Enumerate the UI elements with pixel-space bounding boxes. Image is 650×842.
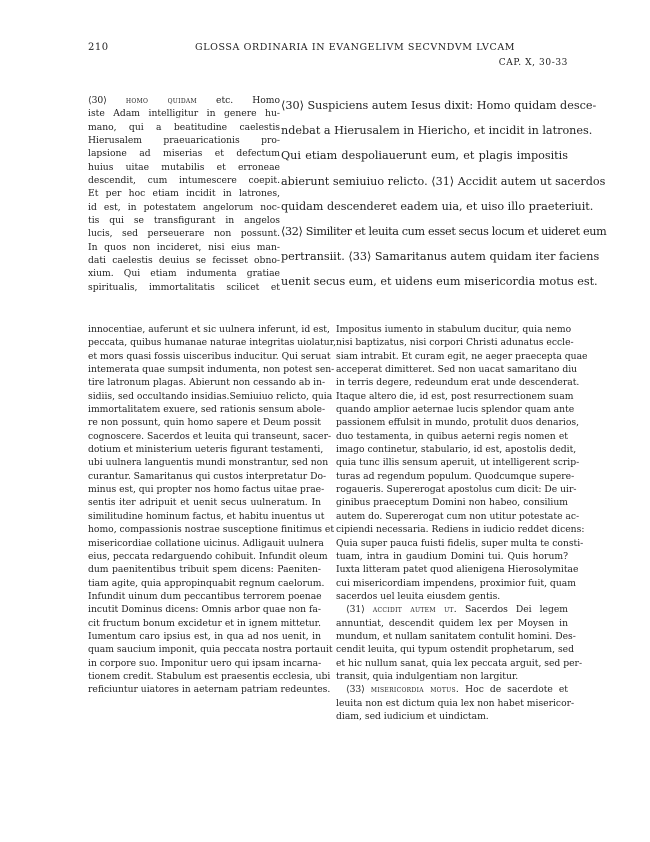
gloss-line: ⟨30⟩ homo quidam etc. Homo [88, 95, 280, 106]
main-text-line: quidam descenderet eadem uia, et uiso illo praeteriuit. [281, 199, 594, 213]
main-text-line: uenit secus eum, et uidens eum misericordia motus est. [281, 275, 598, 289]
gloss-line: id est, in potestatem angelorum noc- [88, 201, 280, 213]
gloss-line: In quos non incideret, nisi eius man- [88, 241, 280, 253]
gloss-line: passionem effulsit in mundo, protulit duos denarios, [336, 417, 579, 429]
gloss-line: peccata, quibus humanae naturae integritas uiolatur, [88, 337, 336, 349]
main-text-line: ⟨30⟩ Suspiciens autem Iesus dixit: Homo quidam desce- [281, 99, 597, 112]
gloss-line: acceperat dimitteret. Sed non uacat samaritano diu [336, 364, 578, 376]
gloss-line: quando amplior aeternae lucis splendor quam ante [336, 404, 575, 416]
gloss-line: intemerata quae sumpsit indumenta, non potest sen- [88, 364, 335, 376]
main-text-line: abierunt semiuiuo relicto. ⟨31⟩ Accidit autem ut sacerdos [281, 174, 606, 188]
gloss-line: in terris degere, redeundum erat unde descenderat. [336, 377, 580, 389]
gloss-line: cognoscere. Sacerdos et leuita qui transeunt, sacer- [88, 430, 332, 442]
gloss-line: minus est, qui propter nos homo factus uitae prae- [88, 484, 325, 496]
gloss-line: quia tunc illis sensum aperuit, ut intelligerent scrip- [336, 457, 580, 469]
gloss-line: Et per hoc etiam incidit in latrones, [88, 188, 280, 200]
gloss-line: turas ad regendum populum. Quodcumque supere- [336, 470, 575, 482]
gloss-line: sidiis, sed occultando insidias.Semiuiuo relicto, quia [88, 390, 333, 402]
gloss-line: Quia super pauca fuisti fidelis, super multa te consti- [336, 537, 584, 549]
gloss-left-column [88, 323, 336, 697]
gloss-line: sentis iter adripuit et uenit secus uulneratum. In [88, 497, 321, 509]
gloss-lemma: homo quidam [125, 95, 198, 106]
gloss-line: huius uitae mutabilis et erroneae [88, 161, 280, 173]
gloss-line: tuam, intra in gaudium Domini tui. Quis horum? [336, 550, 568, 562]
gloss-line: descendit, cum intumescere coepit. [88, 175, 280, 187]
main-text-line: ndebat a Hierusalem in Hiericho, et incidit in latrones. [281, 124, 593, 138]
gloss-line: eius, peccata redarguendo cohibuit. Infundit oleum [88, 550, 328, 562]
gloss-line: Itaque altero die, id est, post resurrectionem suam [336, 390, 574, 402]
gloss-line: leuita non est dictum quia lex non habet misericor- [336, 697, 575, 709]
gloss-line: ginibus praeceptum Domini non habeo, consilium [336, 497, 568, 509]
gloss-line: re non possunt, quin homo sapere et Deum possit [88, 417, 321, 429]
gloss-line: lucis, sed perseuerare non possunt. [88, 228, 280, 240]
gloss-line: homo, compassionis nostrae susceptione finitimus et [88, 524, 335, 536]
gloss-line: Infundit uinum dum peccantibus terrorem poenae [88, 590, 322, 602]
gloss-line: tiam agite, quia appropinquabit regnum caelorum. [88, 577, 325, 589]
gloss-line: innocentiae, auferunt et sic uulnera inferunt, id est, [88, 324, 330, 335]
gloss-line: rogaueris. Supererogat apostolus cum dicit: De uir- [336, 484, 577, 496]
gloss-line: cipiendi necessaria. Rediens in iudicio reddet dicens: [336, 524, 585, 536]
gloss-line: in corpore suo. Imponitur uero qui ipsam incarna- [88, 657, 322, 669]
gloss-line: curantur. Samaritanus qui custos interpretatur Do- [88, 470, 327, 482]
gloss-line: diam, sed iudicium et uindictam. [336, 710, 489, 722]
gloss-line: dotium et ministerium ueteris figurant testamenti, [88, 444, 324, 456]
gloss-line: lapsione ad miserias et defectum [88, 148, 280, 160]
gloss-line: transit, quia indulgentiam non largitur. [336, 670, 519, 682]
gloss-line: cendit leuita, qui typum ostendit prophetarum, sed [336, 644, 574, 656]
gloss-line: mundum, et nullam sanitatem contulit homini. Des- [336, 630, 576, 642]
gloss-line: siam intrabit. Et curam egit, ne aeger praecepta quae [336, 350, 588, 362]
gloss-line: Hierusalem praeuaricationis pro- [88, 135, 280, 147]
gloss-line: xium. Qui etiam indumenta gratiae [88, 268, 280, 280]
main-text-line: pertransiit. ⟨33⟩ Samaritanus autem quidam iter faciens [281, 250, 600, 264]
main-text-block [281, 93, 607, 295]
gloss-line: Iumentum caro ipsius est, in qua ad nos uenit, in [88, 630, 321, 642]
gloss-line: ⟨33⟩ misericordia motus. Hoc de sacerdote et [346, 684, 568, 696]
gloss-line: imago continetur, stabulario, id est, apostolis dedit, [336, 444, 577, 456]
gloss-line: et mors quasi fossis uisceribus inducitur. Qui seruat [88, 350, 331, 362]
gloss-line: sacerdos uel leuita eiusdem gentis. [336, 590, 501, 602]
gloss-right-column [336, 323, 588, 723]
entry-number: ⟨33⟩ [346, 684, 365, 696]
gloss-line: Iuxta litteram patet quod alienigena Hierosolymitae [336, 564, 579, 576]
gloss-line: annuntiat, descendit quidem lex per Moysen in [336, 617, 568, 629]
gloss-line: cui misericordiam impendens, proximior fuit, quam [336, 577, 576, 589]
gloss-lemma: accidit autem ut. [372, 604, 457, 616]
gloss-line: misericordiae collatione uicinus. Adligauit uulnera [88, 537, 324, 549]
gloss-lemma: misericordia motus. [370, 684, 460, 696]
entry-number: ⟨30⟩ [88, 95, 126, 106]
gloss-line: tis qui se transfigurant in angelos [88, 215, 280, 227]
page-number: 210 [88, 42, 109, 53]
main-text-line: Qui etiam despoliauerunt eum, et plagis impositis [281, 149, 568, 163]
gloss-line: autem do. Supererogat cum non utitur potestate ac- [336, 510, 580, 522]
gloss-line: ⟨31⟩ accidit autem ut. Sacerdos Dei legem [346, 604, 569, 616]
gloss-line: et hic nullum sanat, quia lex peccata arguit, sed per- [336, 657, 583, 669]
gloss-line: tire latronum plagas. Abierunt non cessando ab in- [88, 377, 326, 389]
gloss-line: incutit Dominus dicens: Omnis arbor quae non fa- [88, 604, 321, 616]
gloss-line: duo testamenta, in quibus aeterni regis nomen et [336, 430, 568, 442]
gloss-top-column [88, 94, 280, 294]
gloss-line: quam saucium imponit, quia peccata nostra portauit [88, 644, 333, 656]
gloss-line: tionem credit. Stabulum est praesentis ecclesia, ubi [88, 670, 331, 682]
gloss-line: cit fructum bonum excidetur et in ignem mittetur. [88, 617, 321, 629]
running-title: GLOSSA ORDINARIA IN EVANGELIVM SECVNDVM LVCAM [195, 42, 516, 53]
gloss-line: similitudine hominum factus, et habitu inuentus ut [88, 510, 325, 522]
main-text-line: ⟨32⟩ Similiter et leuita cum esset secus locum et uideret eum [281, 225, 607, 239]
gloss-line: nisi baptizatus, nisi corpori Christi adunatus eccle- [336, 337, 574, 349]
gloss-line: dati caelestis deuius se fecisset obno- [88, 255, 280, 267]
gloss-line: mano, qui a beatitudine caelestis [88, 121, 280, 133]
gloss-line: ubi uulnera languentis mundi monstrantur, sed non [88, 457, 329, 469]
entry-number: ⟨31⟩ [346, 604, 365, 616]
gloss-line: dum paenitentibus tribuit spem dicens: Paeniten- [88, 564, 321, 576]
gloss-line: spiritualis, immortalitatis scilicet et [88, 281, 280, 293]
gloss-line: immortalitatem exuere, sed rationis sensum abole- [88, 404, 326, 416]
gloss-line: Impositus iumento in stabulum ducitur, quia nemo [336, 324, 572, 335]
gloss-line: reficiuntur uiatores in aeternam patriam redeuntes. [88, 684, 331, 696]
gloss-line: iste Adam intelligitur in genere hu- [88, 108, 280, 120]
chapter-reference: CAP. X, 30-33 [498, 58, 568, 68]
